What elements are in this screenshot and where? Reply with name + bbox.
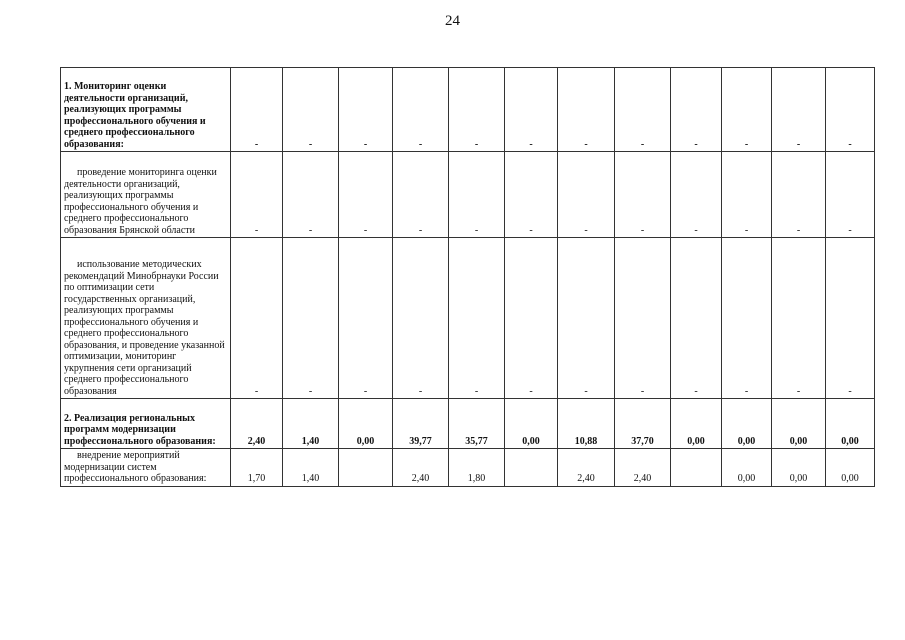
table-cell: 0,00 <box>826 449 875 487</box>
table-cell: - <box>339 68 393 152</box>
table-cell: - <box>283 68 339 152</box>
table-cell: - <box>339 238 393 399</box>
table-cell: - <box>505 152 558 238</box>
table-cell: - <box>339 152 393 238</box>
table-cell: 2,40 <box>615 449 671 487</box>
table-cell: 37,70 <box>615 399 671 449</box>
table-cell: - <box>283 238 339 399</box>
table-cell: 2,40 <box>393 449 449 487</box>
table-cell: - <box>393 238 449 399</box>
table-cell: - <box>558 238 615 399</box>
table-cell: - <box>449 152 505 238</box>
table-cell: - <box>558 68 615 152</box>
table-row <box>61 399 875 449</box>
table-cell: - <box>826 152 875 238</box>
table-cell: - <box>449 238 505 399</box>
table-cell: - <box>615 152 671 238</box>
table-cell: 35,77 <box>449 399 505 449</box>
table-cell: - <box>722 152 772 238</box>
table-cell: - <box>772 238 826 399</box>
table-row <box>61 449 875 487</box>
table-cell: - <box>722 68 772 152</box>
table-cell: 0,00 <box>722 399 772 449</box>
table-cell: - <box>722 238 772 399</box>
table-row <box>61 152 875 238</box>
table-cell: 0,00 <box>722 449 772 487</box>
table-cell: - <box>772 152 826 238</box>
table-cell: - <box>231 68 283 152</box>
table-cell: - <box>772 68 826 152</box>
table-row <box>61 68 875 152</box>
table-cell: - <box>558 152 615 238</box>
table-cell: 39,77 <box>393 399 449 449</box>
table-cell <box>505 449 558 487</box>
row-label: внедрение мероприятий модернизации систем профессионального образования: <box>61 449 231 487</box>
table-cell: 1,40 <box>283 399 339 449</box>
page-number: 24 <box>445 13 460 29</box>
table-cell: 2,40 <box>558 449 615 487</box>
table-cell: - <box>505 238 558 399</box>
table-cell: - <box>671 68 722 152</box>
table-cell: 2,40 <box>231 399 283 449</box>
table-cell: 0,00 <box>339 399 393 449</box>
row-label: 1. Мониторинг оценки деятельности организаций, реализующих программы профессионального обучения и среднего профессионального образования: <box>61 68 231 152</box>
table-cell: 1,40 <box>283 449 339 487</box>
table-cell: - <box>449 68 505 152</box>
table-cell: - <box>826 238 875 399</box>
table-cell: - <box>671 152 722 238</box>
table-cell: - <box>393 68 449 152</box>
table-cell: - <box>615 68 671 152</box>
table-cell: 0,00 <box>772 449 826 487</box>
table-cell: 0,00 <box>826 399 875 449</box>
table-cell: - <box>231 152 283 238</box>
table-cell: - <box>231 238 283 399</box>
table-cell: 0,00 <box>772 399 826 449</box>
table-cell <box>339 449 393 487</box>
table-cell: 10,88 <box>558 399 615 449</box>
table-cell: - <box>671 238 722 399</box>
table-cell: 0,00 <box>505 399 558 449</box>
budget-table <box>60 67 875 487</box>
table-cell: 0,00 <box>671 399 722 449</box>
row-label: использование методических рекомендаций Минобрнауки России по оптимизации сети государственных организаций, реализующих программы профессионального обучения и среднего профессионального образования, и проведение указанной оптимизации, мониторинг укрупнения сети организаций среднего профессионального образования <box>61 238 231 399</box>
table-cell: - <box>283 152 339 238</box>
table-cell: - <box>826 68 875 152</box>
table-cell: - <box>393 152 449 238</box>
table-cell: - <box>505 68 558 152</box>
table-cell <box>671 449 722 487</box>
table-cell: 1,70 <box>231 449 283 487</box>
table-cell: 1,80 <box>449 449 505 487</box>
table-cell: - <box>615 238 671 399</box>
table-row <box>61 238 875 399</box>
row-label: 2. Реализация региональных программ модернизации профессионального образования: <box>61 399 231 449</box>
row-label: проведение мониторинга оценки деятельности организаций, реализующих программы профессионального обучения и среднего профессионального образования Брянской области <box>61 152 231 238</box>
